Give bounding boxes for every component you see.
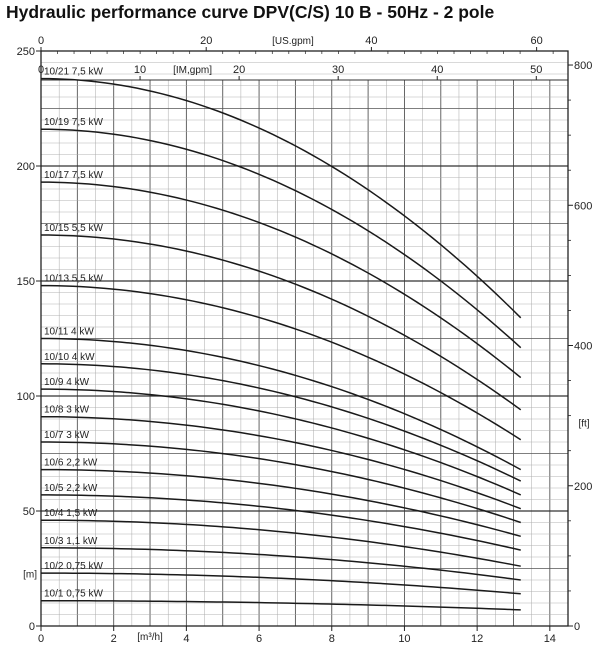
pump-curve [41, 601, 521, 610]
curve-label: 10/17 7,5 kW [44, 170, 103, 182]
x-top1-tick-label: 60 [530, 35, 543, 47]
y-tick-label: 200 [16, 161, 35, 173]
curve-label: 10/21 7,5 kW [44, 66, 103, 78]
pump-curve [41, 339, 521, 470]
x-top1-axis-unit: [US.gpm] [272, 36, 314, 47]
y-tick-label: 150 [16, 276, 35, 288]
x-tick-label: 10 [398, 633, 411, 645]
pump-curve [41, 235, 521, 410]
x-top1-tick-label: 0 [37, 35, 45, 47]
x-top1-tick-label: 40 [365, 35, 378, 47]
curve-label: 10/13 5,5 kW [44, 273, 103, 285]
x-top2-tick-label: 30 [332, 64, 345, 76]
y-right-tick-label: 200 [574, 480, 593, 493]
y-tick-label: 0 [28, 621, 35, 633]
curve-label: 10/5 2,2 kW [44, 482, 98, 494]
curve-label: 10/11 4 kW [44, 326, 94, 338]
x-top2-tick-label: 40 [431, 64, 444, 76]
x-top2-tick-label: 0 [37, 64, 45, 76]
y-tick-label: 100 [16, 391, 35, 403]
curve-label: 10/15 5,5 kW [44, 223, 103, 234]
curve-label: 10/10 4 kW [44, 351, 95, 363]
curve-label: 10/7 3 kW [44, 430, 90, 441]
pump-curve [41, 520, 521, 566]
y-axis-unit: [m] [23, 569, 37, 581]
y-right-tick-label: 600 [574, 200, 593, 213]
x-tick-label: 12 [471, 633, 484, 645]
pump-curve [41, 548, 521, 580]
curve-label: 10/9 4 kW [44, 377, 90, 389]
y-right-tick-label: 800 [574, 60, 593, 73]
y-right-tick-label: 400 [574, 340, 593, 353]
x-top1-tick-label: 20 [200, 35, 213, 47]
x-tick-label: 14 [543, 633, 556, 645]
x-tick-label: 6 [256, 633, 263, 645]
curve-label: 10/2 0,75 kW [44, 561, 103, 573]
x-tick-label: 2 [110, 633, 117, 645]
pump-curve [41, 364, 521, 481]
curve-label: 10/19 7,5 kW [44, 117, 103, 129]
x-tick-label: 0 [37, 633, 45, 645]
x-tick-label: 8 [328, 633, 335, 645]
curve-label: 10/4 1,5 kW [44, 508, 98, 520]
y-tick-label: 50 [22, 506, 35, 518]
curve-label: 10/1 0,75 kW [44, 588, 103, 600]
curve-label: 10/8 3 kW [44, 404, 90, 416]
curves [41, 79, 521, 610]
x-top2-tick-label: 50 [530, 64, 543, 76]
pump-curve [41, 286, 521, 440]
x-top2-axis-unit: [IM,gpm] [173, 65, 213, 76]
x-tick-label: 4 [183, 633, 190, 645]
pump-curve [41, 470, 521, 537]
y-right-axis-unit: [ft] [578, 418, 590, 430]
pump-curve [41, 573, 521, 594]
y-tick-label: 250 [16, 46, 35, 58]
curve-label: 10/6 2,2 kW [44, 457, 98, 469]
y-right-tick-label: 0 [574, 621, 581, 633]
grid-lines [41, 63, 568, 627]
curve-label: 10/3 1,1 kW [44, 535, 98, 547]
pump-curve [41, 182, 521, 378]
x-top2-tick-label: 20 [232, 64, 246, 76]
pump-curve [41, 79, 521, 318]
x-axis-unit: [m³/h] [137, 632, 163, 643]
x-top2-tick-label: 10 [133, 64, 147, 76]
chart-title: Hydraulic performance curve DPV(C/S) 10 B - 50Hz - 2 pole [6, 2, 495, 22]
